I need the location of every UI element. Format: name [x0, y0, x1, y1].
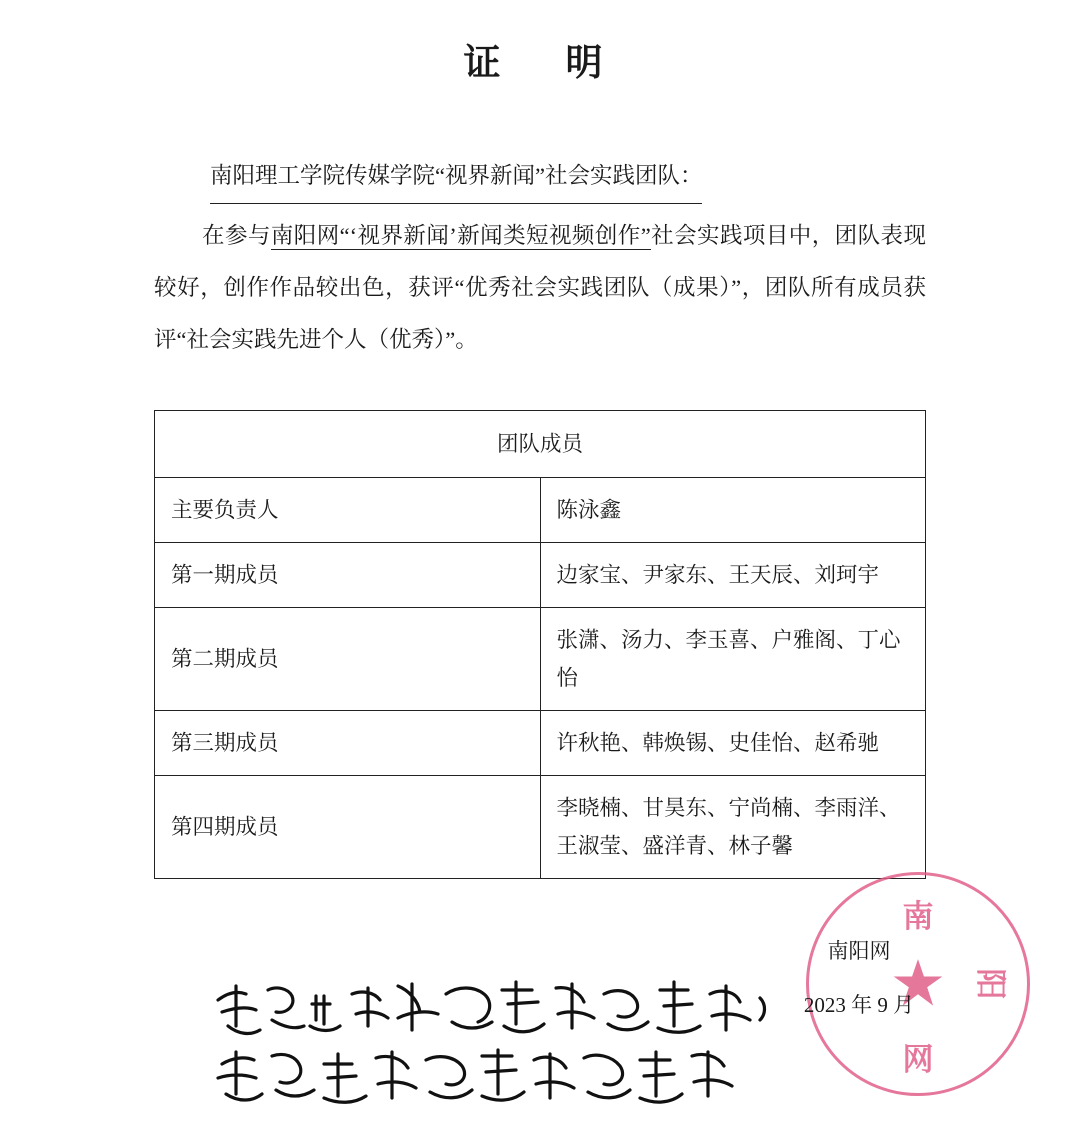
- row-value: 边家宝、尹家东、王天辰、刘珂宇: [540, 543, 926, 608]
- document-body: [154, 86, 926, 366]
- issuer-name: 南阳网: [827, 939, 891, 963]
- handwriting-strokes: [212, 960, 772, 1110]
- body-tail: 社会实践项目中，团队表现较好，创作作品较出色，获评“优秀社会实践团队（成果）”，团队所有成员获评“社会实践先进个人（优秀）”。: [154, 223, 926, 352]
- page-title: 证 明: [463, 43, 617, 84]
- row-value: 李晓楠、甘昊东、宁尚楠、李雨洋、王淑莹、盛洋青、林子馨: [540, 776, 926, 879]
- row-value: 陈泳鑫: [540, 478, 926, 543]
- table-header-row: [155, 411, 926, 478]
- addressee-text: 南阳理工学院传媒学院“视界新闻”社会实践团队：: [210, 150, 702, 204]
- handwritten-note: [212, 960, 772, 1110]
- seal-char-right: 阳: [973, 968, 1008, 1000]
- row-label: 第三期成员: [155, 711, 541, 776]
- row-label: 第一期成员: [155, 543, 541, 608]
- signoff-block: [744, 924, 974, 1032]
- table-row: [155, 608, 926, 711]
- table-row: [155, 711, 926, 776]
- row-label: 主要负责人: [155, 478, 541, 543]
- team-members-table: [154, 410, 926, 879]
- row-label: 第二期成员: [155, 608, 541, 711]
- body-lead: 在参与: [202, 223, 271, 248]
- addressee-line: [154, 150, 926, 204]
- table-header-cell: 团队成员: [155, 411, 926, 478]
- body-paragraph: [154, 210, 926, 366]
- table-row: [155, 776, 926, 879]
- row-value: 张潇、汤力、李玉喜、户雅阁、丁心怡: [540, 608, 926, 711]
- row-label: 第四期成员: [155, 776, 541, 879]
- document-footer: [0, 899, 1080, 1135]
- issue-date: 2023 年 9 月: [803, 993, 915, 1017]
- certificate-page: [0, 32, 1080, 1135]
- row-value: 许秋艳、韩焕锡、史佳怡、赵希驰: [540, 711, 926, 776]
- project-name: 南阳网“‘视界新闻’新闻类短视频创作”: [270, 223, 651, 248]
- table-row: [155, 543, 926, 608]
- seal-char-top: 南: [902, 899, 934, 934]
- seal-char-bottom: 网: [902, 1042, 934, 1077]
- table-row: [155, 478, 926, 543]
